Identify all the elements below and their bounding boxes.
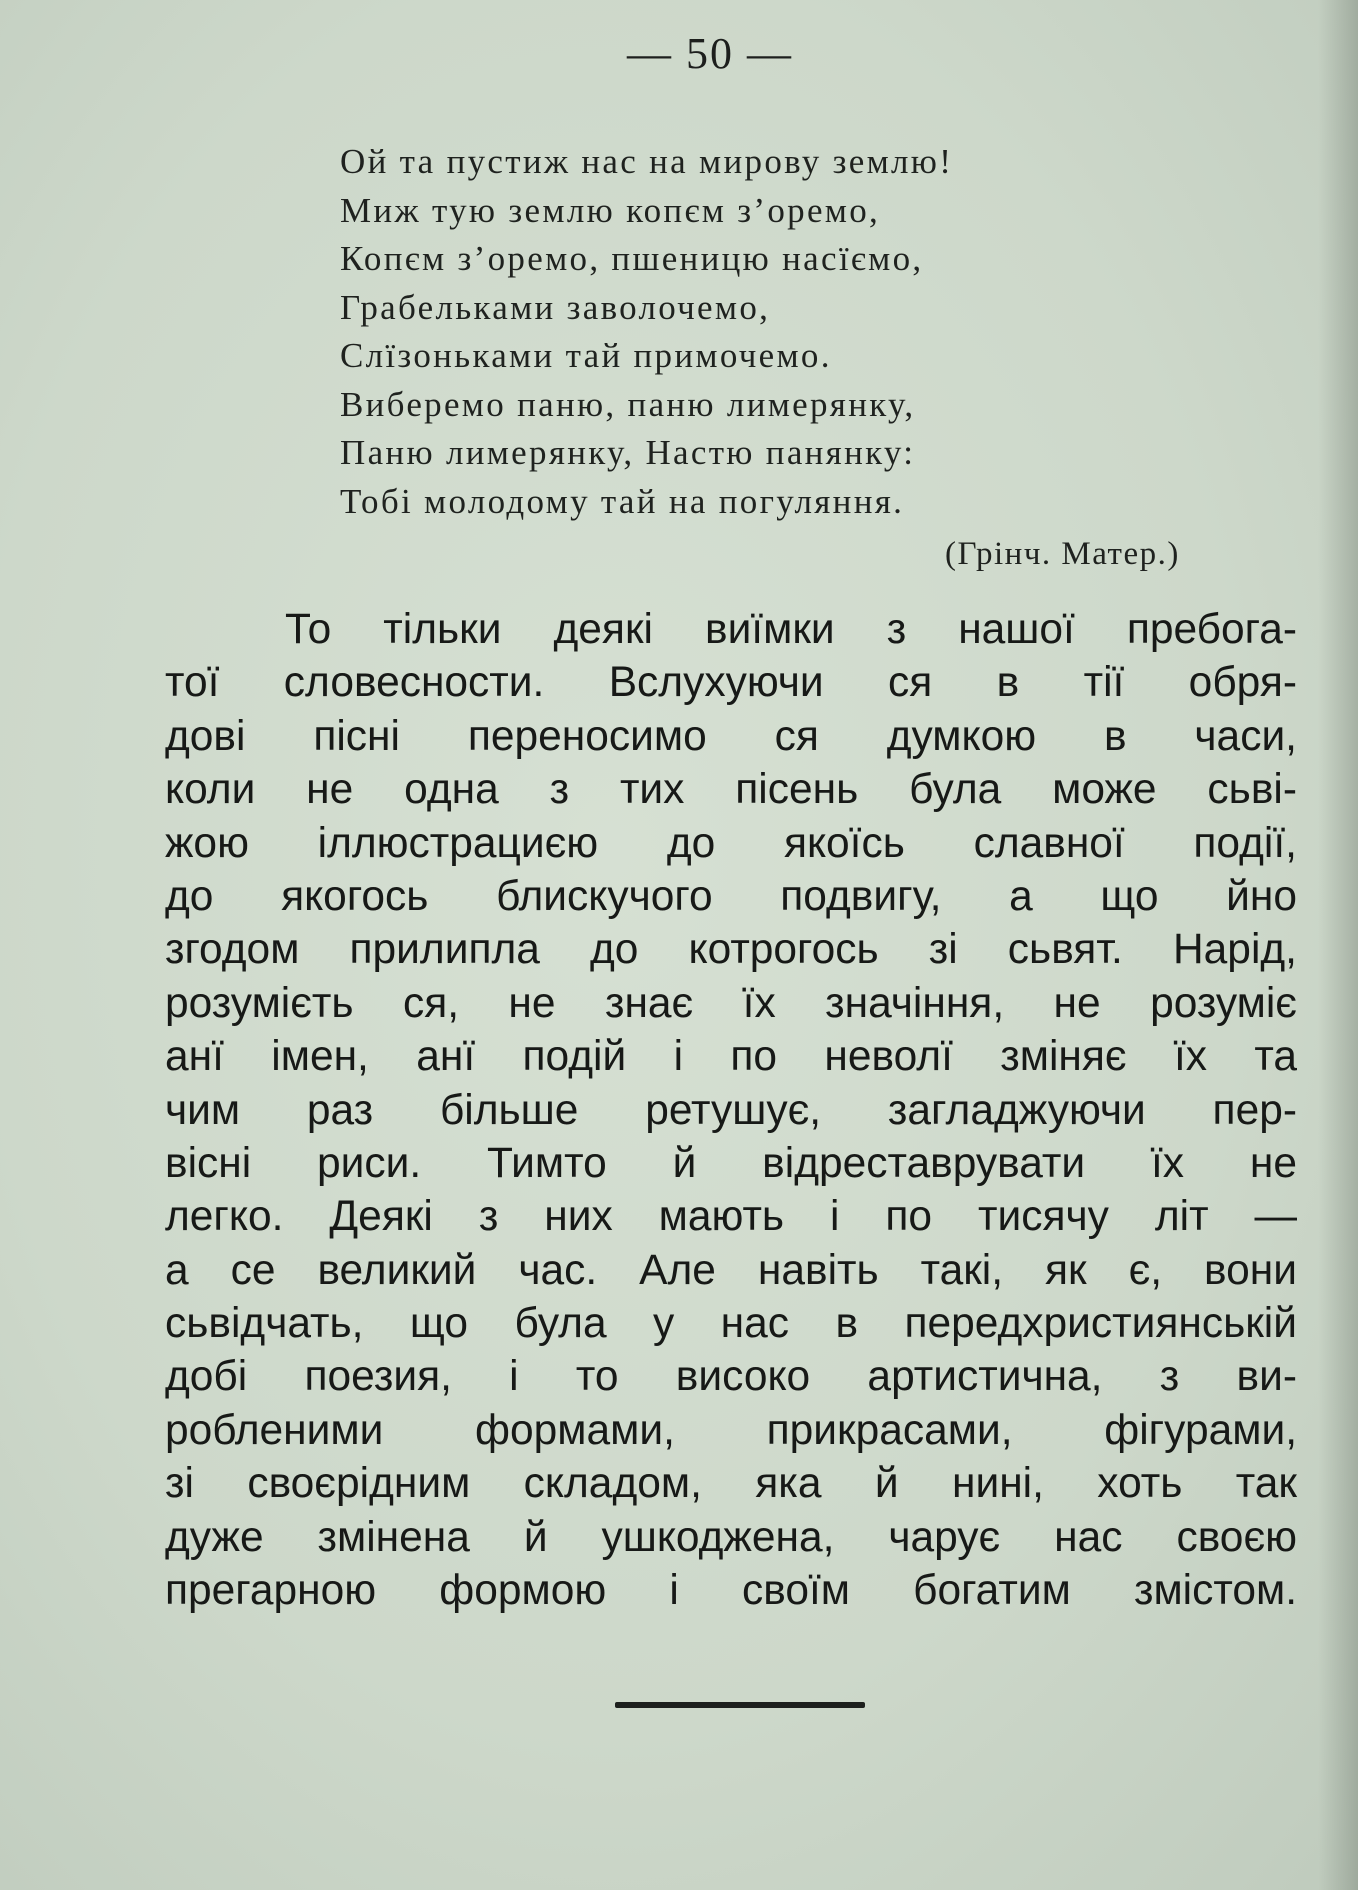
prose-line: анї імен, анї подій і по неволї зміняє їх та [165,1033,1297,1081]
prose-line: а се великий час. Але навіть такі, як є, вони [165,1246,1297,1294]
poem-line: Паню лимерянку, Настю панянку: [340,433,916,472]
poem-line: Грабельками заволочемо, [340,287,771,327]
prose-line: зі своєрідним складом, яка й нині, хоть так [165,1460,1297,1508]
poem-source-citation: (Грінч. Матер.) [945,536,1180,572]
prose-line: чим раз більше ретушує, загладжуючи пер- [165,1086,1297,1134]
prose-line: робленими формами, прикрасами, фігурами, [165,1406,1297,1454]
poem-line: Ой та пустиж нас на мирову землю! [340,142,954,181]
prose-line: легко. Деякі з них мають і по тисячу літ — [165,1193,1297,1241]
prose-line: сьвідчать, що була у нас в передхристиянській [165,1300,1297,1348]
poem-line: Миж тую землю копєм з’оремо, [340,190,881,230]
prose-line: дуже змінена й ушкоджена, чарує нас своєю [165,1513,1297,1561]
prose-line: до якогось блискучого подвигу, а що йно [165,872,1297,920]
prose-line: добі поезия, і то високо артистична, з ви- [165,1353,1297,1401]
prose-line: тої словесности. Вслухуючи ся в тії обря- [165,659,1297,707]
section-end-rule [615,1702,865,1708]
prose-line: дові пісні переносимо ся думкою в часи, [165,712,1297,760]
page-edge-shadow [1318,0,1358,1890]
page-number: — 50 — [627,29,793,78]
prose-line: То тільки деякі виїмки з нашої пребога- [285,606,1297,653]
prose-paragraph [165,603,1297,1617]
prose-line: згодом прилипла до котрогось зі сьвят. Нарід, [165,926,1297,974]
prose-line: коли не одна з тих пісень була може сьві- [165,766,1297,814]
poem-line: Виберемо паню, паню лимерянку, [340,384,916,424]
poem-line: Тобі молодому тай на погуляння. [340,481,905,521]
prose-line: розумієть ся, не знає їх значіння, не розуміє [165,979,1297,1027]
prose-line: жою іллюстрациєю до якоїсь славної події, [165,819,1297,867]
poem-line: Слїзоньками тай примочемо. [340,336,832,375]
prose-line: вісні риси. Тимто й відреставрувати їх не [165,1139,1297,1187]
poem-block [340,138,953,526]
prose-line: прегарною формою і своїм богатим змістом. [165,1567,1297,1615]
poem-line: Копєм з’оремо, пшеницю насїємо, [340,239,924,278]
